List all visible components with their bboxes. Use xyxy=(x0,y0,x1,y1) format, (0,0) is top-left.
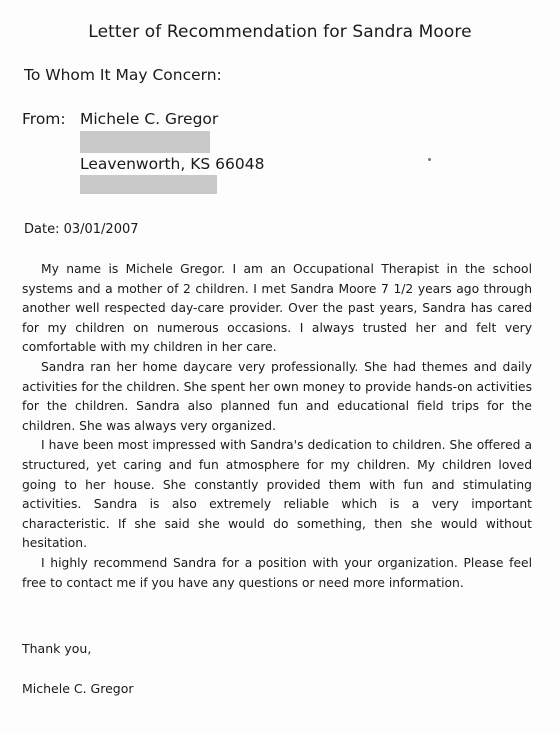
closing: Thank you, xyxy=(22,641,92,656)
sender-name: Michele C. Gregor xyxy=(80,110,219,128)
paragraph-dedication: I have been most impressed with Sandra's dedication to children. She offered a structured, yet caring and fun atmosphere for my children. My children loved going to her house. She constantly provided them with fun and stimulating activities. Sandra is also extremely reliable which is a very important characteristic. If she said she would do something, then she would without hesitation. xyxy=(22,438,532,551)
salutation: To Whom It May Concern: xyxy=(24,66,222,84)
from-label: From: xyxy=(22,110,66,128)
paragraph-intro: My name is Michele Gregor. I am an Occupational Therapist in the school systems and a mother of 2 children. I met Sandra Moore 7 1/2 years ago through another well respected day-care provider. Over the past years, Sandra has cared for my children on numerous occasions. I always trusted her and felt very comfortable with my children in her care. xyxy=(22,262,532,355)
sender-city: Leavenworth, KS 66048 xyxy=(80,155,265,173)
paragraph-daycare: Sandra ran her home daycare very professionally. She had themes and daily activities for the children. She spent her own money to provide hands-on activities for the children. Sandra also planned fun and educational field trips for the children. She was always very organized. xyxy=(22,359,532,433)
paragraph-recommendation: I highly recommend Sandra for a position with your organization. Please feel free to contact me if you have any questions or need more information. xyxy=(22,555,532,590)
letter-title: Letter of Recommendation for Sandra Moore xyxy=(88,22,472,42)
scan-speck xyxy=(428,158,431,161)
redacted-phone-line xyxy=(80,175,217,194)
redacted-address-line xyxy=(80,131,210,153)
letter-date: Date: 03/01/2007 xyxy=(24,222,139,237)
signature-name: Michele C. Gregor xyxy=(22,681,134,696)
letter-body xyxy=(22,260,532,593)
